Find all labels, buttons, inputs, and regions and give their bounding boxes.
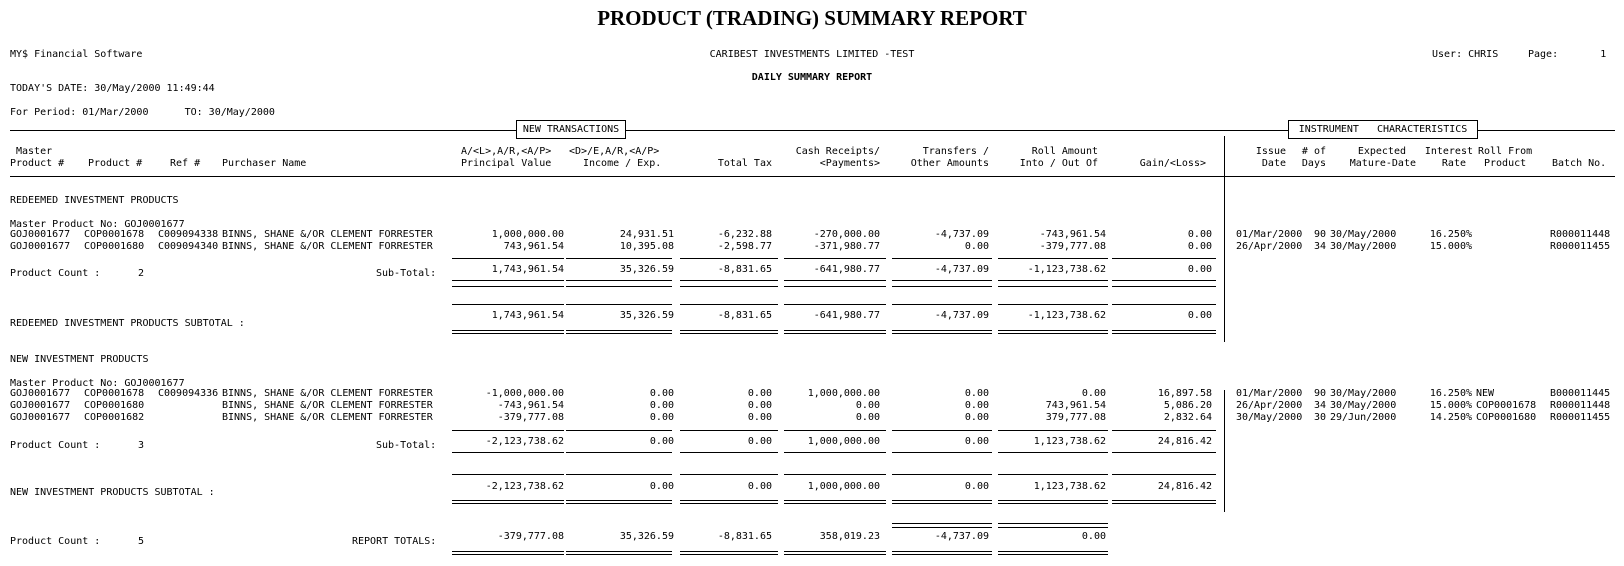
redeemed-total-label: REDEEMED INVESTMENT PRODUCTS SUBTOTAL :	[10, 318, 245, 329]
cell-principal: -743,961.54	[497, 400, 564, 411]
double-rule	[452, 551, 564, 555]
double-rule	[566, 500, 672, 504]
cell-mature: 30/May/2000	[1330, 388, 1397, 399]
new-master: Master Product No: GOJ0001677	[10, 378, 185, 389]
grand-count-label: Product Count :	[10, 536, 101, 547]
cell-mature: 30/May/2000	[1330, 241, 1397, 252]
cell-batch: R000011448	[1550, 229, 1611, 240]
col-roll-a: Roll Amount	[1031, 146, 1098, 157]
cell-roll: 1,123,738.62	[1033, 481, 1106, 492]
cell-principal: -379,777.08	[497, 412, 564, 423]
col-roll-b: Into / Out Of	[1019, 158, 1098, 169]
cell-batch: B000011445	[1550, 388, 1611, 399]
col-purchaser: Purchaser Name	[222, 158, 307, 169]
software-name: MY$ Financial Software	[10, 49, 143, 60]
cell-gain: 0.00	[1187, 229, 1212, 240]
cell-rate: 14.250%	[1429, 412, 1472, 423]
cell-income: 10,395.08	[619, 241, 674, 252]
product-count: 2	[138, 268, 145, 279]
cell-principal: -1,000,000.00	[485, 388, 564, 399]
report-title: PRODUCT (TRADING) SUMMARY REPORT	[597, 6, 1027, 30]
new-total-label: NEW INVESTMENT PRODUCTS SUBTOTAL :	[10, 487, 215, 498]
redeemed-heading: REDEEMED INVESTMENT PRODUCTS	[10, 195, 179, 206]
col-principal-a: A/<L>,A/R,<A/P>	[461, 146, 552, 157]
cell-income: 0.00	[649, 481, 674, 492]
single-rule	[566, 280, 672, 281]
cell-tax: 0.00	[747, 412, 772, 423]
cell-issue: 26/Apr/2000	[1236, 241, 1303, 252]
single-rule	[566, 430, 672, 431]
cell-roll: 1,123,738.62	[1033, 436, 1106, 447]
col-rate-a: Interest	[1424, 146, 1473, 157]
double-rule	[452, 500, 564, 504]
single-rule	[680, 258, 778, 259]
report-subtitle: DAILY SUMMARY REPORT	[751, 72, 873, 83]
single-rule	[452, 280, 564, 281]
double-rule	[784, 500, 886, 504]
column-separator	[1224, 390, 1225, 512]
cell-transfers: 0.00	[964, 241, 989, 252]
cell-principal: -2,123,738.62	[485, 481, 564, 492]
cell-m: GOJ0001677	[10, 388, 71, 399]
cell-days: 30	[1313, 412, 1326, 423]
col-days-a: # of	[1301, 146, 1326, 157]
cell-roll: 379,777.08	[1045, 412, 1106, 423]
cell-roll: -379,777.08	[1039, 241, 1106, 252]
cell-tax: -8,831.65	[717, 310, 772, 321]
cell-rate: 15.000%	[1429, 400, 1472, 411]
cell-cash: -371,980.77	[813, 241, 880, 252]
col-cash-a: Cash Receipts/	[795, 146, 880, 157]
cell-name: BINNS, SHANE &/OR CLEMENT FORRESTER	[222, 412, 433, 423]
col-income-b: Income / Exp.	[583, 158, 662, 169]
single-rule	[680, 430, 778, 431]
col-transfers-a: Transfers /	[922, 146, 989, 157]
cell-tax: -8,831.65	[717, 264, 772, 275]
cell-rate: 16.250%	[1429, 229, 1472, 240]
col-rollfrom-b: Product	[1484, 158, 1527, 169]
double-rule	[784, 330, 886, 334]
cell-roll: -743,961.54	[1039, 229, 1106, 240]
single-rule	[680, 286, 778, 287]
col-ref: Ref #	[170, 158, 201, 169]
single-rule	[680, 452, 778, 453]
double-rule	[892, 551, 992, 555]
single-rule	[892, 286, 992, 287]
cell-days: 90	[1313, 388, 1326, 399]
single-rule	[566, 304, 672, 305]
single-rule	[892, 280, 992, 281]
cell-principal: 1,000,000.00	[491, 229, 564, 240]
cell-income: 24,931.51	[619, 229, 674, 240]
cell-transfers: -4,737.09	[934, 264, 989, 275]
cell-days: 34	[1313, 241, 1326, 252]
cell-tax: 0.00	[747, 481, 772, 492]
col-cash-b: <Payments>	[819, 158, 880, 169]
cell-tax: -6,232.88	[717, 229, 772, 240]
cell-transfers: 0.00	[964, 481, 989, 492]
cell-principal: -379,777.08	[497, 531, 564, 542]
single-rule	[1112, 258, 1216, 259]
col-batch: Batch No.	[1552, 158, 1607, 169]
single-rule	[784, 280, 886, 281]
cell-gain: 2,832.64	[1163, 412, 1212, 423]
cell-rollfrom: COP0001678	[1476, 400, 1537, 411]
cell-transfers: 0.00	[964, 412, 989, 423]
single-rule	[566, 258, 672, 259]
double-rule	[1112, 330, 1216, 334]
double-rule	[680, 500, 778, 504]
cell-ref: C009094340	[158, 241, 219, 252]
cell-p: COP0001682	[84, 412, 145, 423]
cell-tax: 0.00	[747, 436, 772, 447]
redeemed-master: Master Product No: GOJ0001677	[10, 219, 185, 230]
cell-income: 35,326.59	[619, 531, 674, 542]
cell-cash: 1,000,000.00	[807, 436, 880, 447]
single-rule	[998, 523, 1108, 524]
double-rule	[998, 551, 1108, 555]
single-rule	[566, 452, 672, 453]
single-rule	[998, 527, 1108, 528]
single-rule	[892, 452, 992, 453]
col-mature-b: Mature-Date	[1349, 158, 1416, 169]
cell-p: COP0001678	[84, 229, 145, 240]
single-rule	[784, 430, 886, 431]
cell-roll: -1,123,738.62	[1027, 264, 1106, 275]
single-rule	[452, 258, 564, 259]
report-totals-label: REPORT TOTALS:	[352, 536, 437, 547]
single-rule	[784, 286, 886, 287]
cell-ref: C009094338	[158, 229, 219, 240]
double-rule	[892, 330, 992, 334]
new-transactions-box: NEW TRANSACTIONS	[516, 120, 626, 139]
cell-cash: 1,000,000.00	[807, 388, 880, 399]
cell-rollfrom: NEW	[1476, 388, 1495, 399]
cell-m: GOJ0001677	[10, 400, 71, 411]
cell-p: COP0001680	[84, 241, 145, 252]
cell-transfers: -4,737.09	[934, 531, 989, 542]
cell-roll: 0.00	[1081, 531, 1106, 542]
cell-tax: -2,598.77	[717, 241, 772, 252]
cell-principal: -2,123,738.62	[485, 436, 564, 447]
single-rule	[784, 258, 886, 259]
cell-income: 0.00	[649, 436, 674, 447]
todays-date: TODAY'S DATE: 30/May/2000 11:49:44	[10, 83, 215, 94]
cell-gain: 16,897.58	[1157, 388, 1212, 399]
cell-name: BINNS, SHANE &/OR CLEMENT FORRESTER	[222, 241, 433, 252]
column-separator	[1224, 136, 1225, 342]
cell-gain: 24,816.42	[1157, 436, 1212, 447]
cell-rollfrom: COP0001680	[1476, 412, 1537, 423]
product-count: 3	[138, 440, 145, 451]
col-master-b: Product #	[10, 158, 65, 169]
cell-m: GOJ0001677	[10, 412, 71, 423]
cell-days: 34	[1313, 400, 1326, 411]
single-rule	[998, 286, 1108, 287]
cell-issue: 30/May/2000	[1236, 412, 1303, 423]
single-rule	[892, 430, 992, 431]
cell-gain: 24,816.42	[1157, 481, 1212, 492]
cell-cash: -270,000.00	[813, 229, 880, 240]
cell-cash: 358,019.23	[819, 531, 880, 542]
company-name: CARIBEST INVESTMENTS LIMITED -TEST	[709, 49, 915, 60]
double-rule	[892, 500, 992, 504]
cell-mature: 29/Jun/2000	[1330, 412, 1397, 423]
header-bottom-rule	[10, 176, 1615, 177]
cell-m: GOJ0001677	[10, 241, 71, 252]
cell-m: GOJ0001677	[10, 229, 71, 240]
cell-transfers: 0.00	[964, 436, 989, 447]
single-rule	[452, 286, 564, 287]
col-transfers-b: Other Amounts	[910, 158, 989, 169]
single-rule	[892, 474, 992, 475]
double-rule	[452, 330, 564, 334]
single-rule	[998, 430, 1108, 431]
cell-mature: 30/May/2000	[1330, 400, 1397, 411]
single-rule	[998, 304, 1108, 305]
cell-p: COP0001678	[84, 388, 145, 399]
cell-rate: 16.250%	[1429, 388, 1472, 399]
single-rule	[998, 452, 1108, 453]
col-tax: Total Tax	[717, 158, 772, 169]
single-rule	[784, 474, 886, 475]
new-heading: NEW INVESTMENT PRODUCTS	[10, 354, 149, 365]
single-rule	[1112, 452, 1216, 453]
cell-tax: 0.00	[747, 388, 772, 399]
cell-gain: 5,086.20	[1163, 400, 1212, 411]
single-rule	[1112, 474, 1216, 475]
double-rule	[680, 330, 778, 334]
col-rollfrom-a: Roll From	[1478, 146, 1533, 157]
col-mature-a: Expected	[1357, 146, 1406, 157]
user-label: User: CHRIS	[1432, 49, 1499, 60]
product-count-label: Product Count :	[10, 268, 101, 279]
double-rule	[784, 551, 886, 555]
col-master-a: Master	[16, 146, 53, 157]
cell-name: BINNS, SHANE &/OR CLEMENT FORRESTER	[222, 400, 433, 411]
cell-ref: C009094336	[158, 388, 219, 399]
page-number: Page: 1	[1528, 49, 1607, 60]
cell-batch: R000011455	[1550, 241, 1611, 252]
single-rule	[998, 258, 1108, 259]
cell-principal: 1,743,961.54	[491, 310, 564, 321]
product-count-label: Product Count :	[10, 440, 101, 451]
cell-gain: 0.00	[1187, 310, 1212, 321]
double-rule	[680, 551, 778, 555]
single-rule	[892, 258, 992, 259]
single-rule	[784, 304, 886, 305]
cell-transfers: -4,737.09	[934, 229, 989, 240]
single-rule	[566, 286, 672, 287]
single-rule	[452, 452, 564, 453]
cell-issue: 26/Apr/2000	[1236, 400, 1303, 411]
single-rule	[1112, 304, 1216, 305]
col-income-a: <D>/E,A/R,<A/P>	[569, 146, 660, 157]
single-rule	[1112, 280, 1216, 281]
col-gain: Gain/<Loss>	[1139, 158, 1206, 169]
instrument-characteristics-box: INSTRUMENT CHARACTERISTICS	[1288, 120, 1478, 139]
cell-gain: 0.00	[1187, 264, 1212, 275]
cell-mature: 30/May/2000	[1330, 229, 1397, 240]
col-principal-b: Principal Value	[461, 158, 552, 169]
cell-issue: 01/Mar/2000	[1236, 388, 1303, 399]
single-rule	[892, 523, 992, 524]
cell-batch: R000011455	[1550, 412, 1611, 423]
col-days-b: Days	[1301, 158, 1326, 169]
double-rule	[998, 500, 1108, 504]
single-rule	[680, 304, 778, 305]
double-rule	[566, 330, 672, 334]
cell-roll: 0.00	[1081, 388, 1106, 399]
cell-issue: 01/Mar/2000	[1236, 229, 1303, 240]
cell-income: 0.00	[649, 412, 674, 423]
cell-income: 0.00	[649, 388, 674, 399]
cell-roll: -1,123,738.62	[1027, 310, 1106, 321]
single-rule	[1112, 430, 1216, 431]
grand-count: 5	[138, 536, 145, 547]
cell-p: COP0001680	[84, 400, 145, 411]
single-rule	[892, 304, 992, 305]
col-product: Product #	[88, 158, 143, 169]
cell-cash: 1,000,000.00	[807, 481, 880, 492]
single-rule	[1112, 286, 1216, 287]
single-rule	[998, 474, 1108, 475]
cell-income: 35,326.59	[619, 264, 674, 275]
single-rule	[680, 474, 778, 475]
single-rule	[784, 452, 886, 453]
cell-batch: R000011448	[1550, 400, 1611, 411]
cell-name: BINNS, SHANE &/OR CLEMENT FORRESTER	[222, 388, 433, 399]
double-rule	[566, 551, 672, 555]
cell-tax: -8,831.65	[717, 531, 772, 542]
single-rule	[452, 430, 564, 431]
cell-roll: 743,961.54	[1045, 400, 1106, 411]
cell-rate: 15.000%	[1429, 241, 1472, 252]
double-rule	[1112, 500, 1216, 504]
col-issue-a: Issue	[1255, 146, 1286, 157]
cell-principal: 743,961.54	[503, 241, 564, 252]
cell-income: 0.00	[649, 400, 674, 411]
single-rule	[680, 280, 778, 281]
single-rule	[892, 527, 992, 528]
cell-cash: -641,980.77	[813, 264, 880, 275]
cell-cash: -641,980.77	[813, 310, 880, 321]
cell-income: 35,326.59	[619, 310, 674, 321]
cell-principal: 1,743,961.54	[491, 264, 564, 275]
col-issue-b: Date	[1261, 158, 1286, 169]
subtotal-label: Sub-Total:	[376, 268, 437, 279]
cell-gain: 0.00	[1187, 241, 1212, 252]
cell-transfers: -4,737.09	[934, 310, 989, 321]
subtotal-label: Sub-Total:	[376, 440, 437, 451]
double-rule	[998, 330, 1108, 334]
cell-transfers: 0.00	[964, 388, 989, 399]
cell-cash: 0.00	[855, 412, 880, 423]
single-rule	[452, 474, 564, 475]
cell-transfers: 0.00	[964, 400, 989, 411]
col-rate-b: Rate	[1441, 158, 1466, 169]
cell-tax: 0.00	[747, 400, 772, 411]
period: For Period: 01/Mar/2000 TO: 30/May/2000	[10, 107, 275, 118]
cell-cash: 0.00	[855, 400, 880, 411]
single-rule	[566, 474, 672, 475]
single-rule	[998, 280, 1108, 281]
cell-name: BINNS, SHANE &/OR CLEMENT FORRESTER	[222, 229, 433, 240]
cell-days: 90	[1313, 229, 1326, 240]
single-rule	[452, 304, 564, 305]
